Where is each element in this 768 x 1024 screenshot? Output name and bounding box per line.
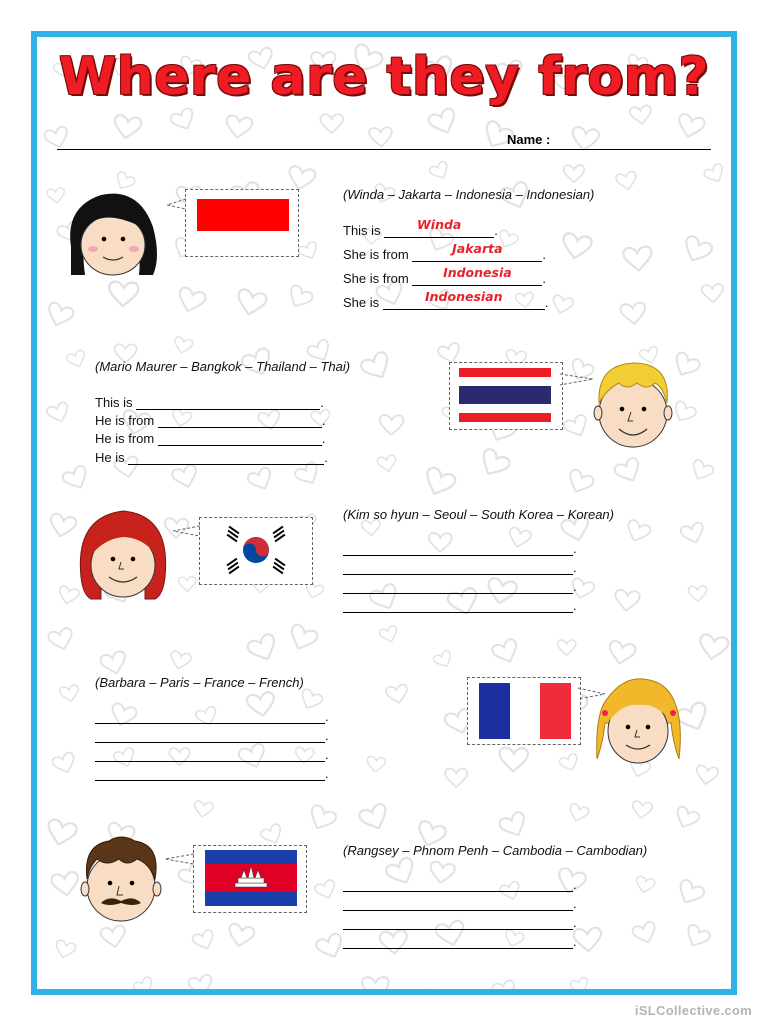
section-2-line-4: He is .: [95, 450, 328, 465]
heart-pattern-shape: [178, 577, 196, 593]
section-2-line-3: He is from .: [95, 431, 326, 446]
heart-pattern-shape: [191, 929, 217, 953]
heart-pattern-shape: [175, 286, 207, 315]
heart-pattern-shape: [670, 351, 701, 381]
line-prefix: This is: [95, 395, 133, 410]
heart-pattern-shape: [224, 115, 253, 141]
south-korea-flag-icon: [223, 523, 289, 577]
heart-pattern-shape: [670, 400, 698, 426]
heart-pattern-shape: [492, 979, 518, 989]
answer-blank[interactable]: [343, 934, 573, 949]
line-prefix: He is from: [95, 431, 155, 446]
heart-pattern-shape: [43, 126, 70, 151]
answer-blank[interactable]: [95, 766, 325, 781]
answer-blank[interactable]: [343, 598, 573, 613]
heart-pattern-shape: [366, 756, 386, 773]
section-3-line-2: .: [343, 560, 577, 578]
heart-pattern-shape: [51, 871, 81, 898]
section-2-line-1: This is .: [95, 395, 324, 410]
answer-text: Indonesia: [443, 265, 512, 280]
heart-pattern-shape: [631, 921, 659, 947]
heart-pattern-shape: [172, 336, 193, 355]
heart-pattern-shape: [260, 823, 286, 848]
heart-pattern-shape: [286, 623, 319, 654]
heart-pattern-shape: [427, 107, 460, 138]
heart-pattern-shape: [695, 765, 719, 787]
answer-blank[interactable]: [384, 217, 494, 238]
heart-pattern-shape: [59, 684, 80, 703]
boy-blond-hair-face-icon: [593, 357, 673, 449]
heart-pattern-shape: [305, 804, 337, 834]
answer-blank[interactable]: [158, 431, 322, 446]
section-3-line-1: .: [343, 541, 577, 559]
heart-pattern-shape: [246, 466, 275, 494]
answer-blank[interactable]: [343, 541, 573, 556]
heart-pattern-shape: [558, 753, 581, 774]
heart-pattern-shape: [379, 625, 400, 645]
section-4-prompt: (Barbara – Paris – France – French): [95, 675, 304, 690]
heart-pattern-shape: [100, 925, 127, 950]
heart-pattern-shape: [607, 640, 637, 667]
answer-blank[interactable]: [343, 560, 573, 575]
heart-pattern-shape: [614, 589, 640, 612]
heart-pattern-shape: [61, 464, 91, 493]
heart-pattern-shape: [688, 586, 707, 603]
line-prefix: She is from: [343, 247, 409, 262]
heart-pattern-shape: [46, 401, 72, 425]
heart-pattern-shape: [235, 288, 268, 318]
line-prefix: He is: [95, 450, 125, 465]
section-2-line-2: He is from .: [95, 413, 326, 428]
boy-mustache-face-icon: [79, 833, 163, 925]
answer-blank[interactable]: [128, 450, 324, 465]
france-flag-icon: [479, 683, 571, 739]
section-5-line-4: .: [343, 934, 577, 952]
answer-blank[interactable]: [343, 915, 573, 930]
heart-pattern-shape: [168, 650, 192, 671]
heart-pattern-shape: [132, 976, 156, 989]
answer-text: Winda: [417, 217, 462, 232]
heart-pattern-shape: [433, 649, 455, 670]
heart-pattern-shape: [320, 114, 343, 133]
heart-pattern-shape: [615, 171, 638, 192]
heart-pattern-shape: [680, 235, 714, 267]
heart-pattern-shape: [314, 879, 339, 902]
heart-pattern-shape: [47, 513, 77, 540]
bubble-tail: [163, 851, 195, 869]
heart-pattern-shape: [169, 107, 198, 134]
heart-pattern-shape: [99, 650, 129, 677]
section-5-line-1: .: [343, 877, 577, 895]
heart-pattern-shape: [567, 803, 590, 824]
heart-pattern-shape: [674, 878, 706, 909]
heart-pattern-shape: [675, 113, 705, 141]
heart-pattern-shape: [377, 454, 398, 473]
heart-pattern-shape: [369, 127, 393, 148]
line-prefix: He is from: [95, 413, 155, 428]
thailand-flag-icon: [459, 368, 551, 422]
heart-pattern-shape: [379, 415, 403, 436]
heart-pattern-shape: [573, 927, 602, 953]
section-1-line-3: She is from Indonesia .: [343, 265, 546, 286]
heart-pattern-shape: [564, 165, 585, 183]
worksheet-frame: [31, 31, 737, 995]
girl-blond-pigtails-face-icon: [593, 673, 683, 769]
heart-pattern-shape: [47, 627, 75, 653]
answer-blank[interactable]: [136, 395, 320, 410]
section-1-prompt: (Winda – Jakarta – Indonesia – Indonesian): [343, 187, 595, 202]
section-4-line-2: .: [95, 728, 329, 746]
girl-dark-hair-face-icon: [61, 187, 163, 277]
heart-pattern-shape: [672, 805, 700, 832]
section-4-line-4: .: [95, 766, 329, 784]
heart-pattern-shape: [688, 459, 715, 484]
line-prefix: She is from: [343, 271, 409, 286]
section-1-line-2: She is from Jakarta .: [343, 241, 546, 262]
heart-pattern-shape: [193, 800, 213, 818]
heart-pattern-shape: [188, 974, 215, 989]
answer-blank[interactable]: [95, 747, 325, 762]
page-title: Where are they from?: [58, 47, 710, 107]
heart-pattern-shape: [362, 977, 389, 989]
heart-pattern-shape: [550, 294, 574, 316]
name-label: Name :: [507, 132, 551, 147]
heart-pattern-shape: [634, 875, 656, 895]
heart-pattern-shape: [445, 769, 467, 788]
heart-pattern-shape: [359, 350, 395, 384]
cambodia-flag-icon: [205, 850, 297, 906]
answer-text: Jakarta: [452, 241, 503, 256]
answer-text: Indonesian: [425, 289, 503, 304]
bubble-tail: [165, 197, 187, 213]
answer-blank[interactable]: [383, 289, 545, 310]
section-5-line-3: .: [343, 915, 577, 933]
heart-pattern-shape: [499, 747, 528, 772]
indonesia-flag-icon: [197, 199, 289, 231]
heart-pattern-shape: [45, 818, 78, 848]
heart-pattern-shape: [44, 301, 75, 330]
heart-pattern-shape: [385, 684, 409, 706]
bubble-tail: [559, 371, 595, 391]
watermark: iSLCollective.com: [634, 1003, 752, 1018]
heart-pattern-shape: [421, 466, 457, 500]
heart-pattern-shape: [51, 751, 78, 776]
section-4-line-3: .: [95, 747, 329, 765]
section-1-line-4: She is Indonesian .: [343, 289, 549, 310]
section-5-prompt: (Rangsey – Phnom Penh – Cambodia – Cambodian): [343, 843, 648, 858]
answer-blank[interactable]: [95, 709, 325, 724]
heart-pattern-shape: [563, 413, 592, 440]
heart-pattern-shape: [569, 977, 590, 989]
name-rule: [57, 149, 711, 150]
heart-pattern-shape: [682, 923, 711, 951]
heart-pattern-shape: [623, 519, 651, 546]
section-1-line-1: This is Winda .: [343, 217, 498, 238]
answer-blank[interactable]: [343, 877, 573, 892]
heart-pattern-shape: [53, 939, 76, 960]
section-3-line-3: .: [343, 579, 577, 597]
answer-blank[interactable]: [95, 728, 325, 743]
heart-pattern-shape: [560, 232, 592, 261]
heart-pattern-shape: [297, 241, 320, 263]
heart-pattern-shape: [498, 811, 530, 841]
heart-pattern-shape: [284, 284, 314, 312]
heart-pattern-shape: [226, 923, 255, 949]
section-3-line-4: .: [343, 598, 577, 616]
heart-pattern-shape: [358, 802, 392, 834]
heart-pattern-shape: [112, 114, 142, 141]
line-prefix: She is: [343, 295, 380, 310]
heart-pattern-shape: [620, 302, 647, 326]
heart-pattern-shape: [315, 932, 347, 962]
section-5-line-2: .: [343, 896, 577, 914]
line-prefix: This is: [343, 223, 381, 238]
heart-pattern-shape: [108, 281, 138, 308]
answer-blank[interactable]: [343, 896, 573, 911]
heart-pattern-shape: [246, 633, 281, 666]
heart-pattern-shape: [564, 468, 595, 497]
heart-pattern-shape: [703, 162, 728, 186]
girl-red-hair-face-icon: [75, 507, 171, 603]
answer-blank[interactable]: [343, 579, 573, 594]
section-4-line-1: .: [95, 709, 329, 727]
heart-pattern-shape: [613, 456, 645, 486]
heart-pattern-shape: [701, 283, 724, 303]
bubble-tail: [171, 523, 201, 541]
section-2-prompt: (Mario Maurer – Bangkok – Thailand – Thai): [95, 359, 351, 374]
heart-pattern-shape: [557, 640, 575, 656]
answer-blank[interactable]: [158, 413, 322, 428]
heart-pattern-shape: [476, 447, 512, 481]
heart-pattern-shape: [491, 638, 522, 667]
heart-pattern-shape: [623, 246, 653, 272]
heart-pattern-shape: [680, 522, 707, 547]
section-3-prompt: (Kim so hyun – Seoul – South Korea – Korean): [343, 507, 614, 522]
heart-pattern-shape: [629, 105, 653, 126]
heart-pattern-shape: [66, 349, 88, 370]
heart-pattern-shape: [697, 633, 729, 662]
heart-pattern-shape: [428, 160, 451, 182]
heart-pattern-shape: [631, 801, 653, 820]
